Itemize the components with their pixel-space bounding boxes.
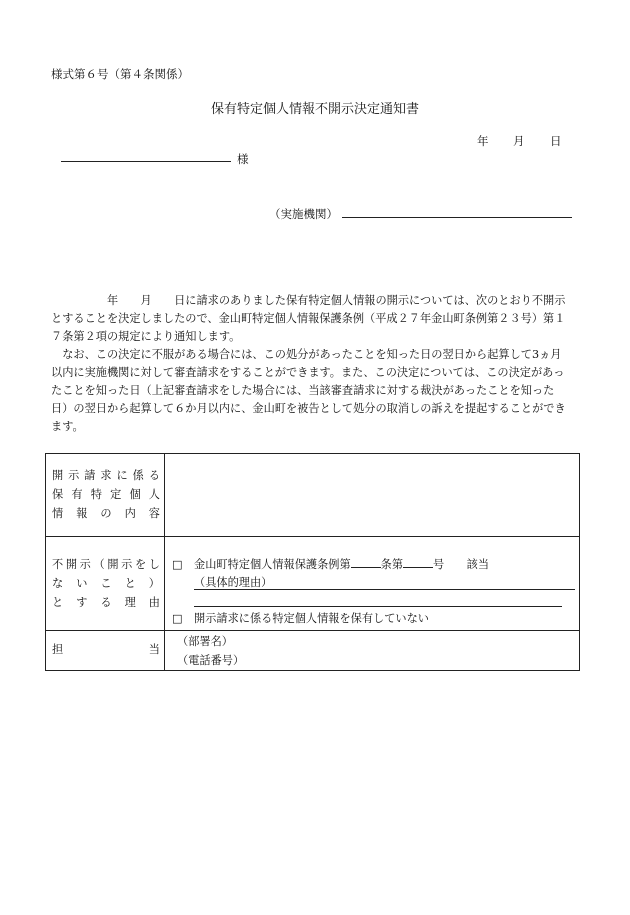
not-held-checkbox[interactable]: □ (172, 612, 183, 625)
addressee-honorific: 様 (237, 152, 249, 166)
label-line (52, 555, 160, 574)
label-char: 報 (76, 507, 88, 520)
label-char: 個 (129, 488, 141, 501)
requested-info-label (52, 466, 160, 523)
addressee-name-line (61, 161, 231, 162)
label-line (52, 640, 160, 659)
phone-label: （電話番号） (177, 654, 245, 667)
law-applies-text (194, 556, 489, 574)
label-char: 人 (148, 488, 160, 501)
department-label: （部署名） (177, 635, 233, 648)
decision-table (45, 453, 580, 671)
label-char: 保 (52, 488, 64, 501)
label-char: に (116, 469, 128, 482)
label-char: と (124, 577, 136, 590)
label-char: 内 (124, 507, 136, 520)
notice-paragraph-1: 年 月 日に請求のありました保有特定個人情報の開示については、次のとおり不開示とすることを決定しましたので、金山町特定個人情報保護条例（平成２７年金山町条例第２３号）第１７条第２項の規定により通知します。 (51, 294, 566, 343)
label-char: す (76, 596, 88, 609)
law-article-label: 条第 (380, 558, 404, 571)
notice-body (51, 292, 566, 436)
label-char: 示 (79, 558, 91, 571)
table-row-divider (46, 630, 579, 631)
label-char: な (52, 577, 64, 590)
label-char: 理 (124, 596, 136, 609)
label-char: 特 (90, 488, 102, 501)
specific-reason-line-1 (194, 589, 575, 590)
label-char: 請 (84, 469, 96, 482)
label-char: 容 (148, 507, 160, 520)
label-char: 示 (121, 558, 133, 571)
item-blank[interactable] (403, 556, 433, 568)
article-blank[interactable] (351, 556, 381, 568)
law-applies-label: 該当 (466, 558, 490, 571)
label-char: （ (93, 558, 105, 571)
specific-reason-label: （具体的理由） (194, 576, 273, 589)
specific-reason-line-2 (194, 606, 562, 607)
label-line (52, 574, 160, 593)
label-line (52, 466, 160, 485)
label-char: 定 (110, 488, 122, 501)
label-char: 開 (52, 469, 64, 482)
label-char: を (134, 558, 147, 571)
label-char: る (148, 469, 160, 482)
date-day-label: 日 (550, 134, 562, 148)
nondisclosure-reason-label (52, 555, 160, 612)
label-char: 由 (148, 596, 160, 609)
not-held-text: 開示請求に係る特定個人情報を保有していない (194, 612, 429, 625)
form-number: 様式第６号（第４条関係） (51, 67, 189, 81)
label-char: い (76, 577, 88, 590)
label-char: 担 (52, 643, 64, 656)
date-year-label: 年 (477, 134, 489, 148)
label-char: 不 (52, 558, 64, 571)
table-column-divider (164, 454, 165, 670)
label-char: 係 (132, 469, 144, 482)
label-line (52, 485, 160, 504)
label-char: と (52, 596, 64, 609)
law-applies-checkbox[interactable]: □ (172, 558, 183, 571)
notice-paragraph-2: なお、この決定に不服がある場合には、この処分があったことを知った日の翌日から起算して3ヵ月以内に実施機関に対して審査請求をすることができます。また、この決定については、この決定があったことを知った日（上記審査請求をした場合には、当該審査請求に対する裁決があったことを知った日）の翌日から起算して６か月以内に、金山町を被告として処分の取消しの訴えを提起することができます。 (51, 348, 566, 433)
label-char: 開 (65, 558, 78, 571)
label-char: 情 (52, 507, 64, 520)
label-char: る (100, 596, 112, 609)
label-char: 示 (68, 469, 80, 482)
label-char: こ (100, 577, 112, 590)
law-item-label: 号 (433, 558, 445, 571)
implementing-agency-line (342, 217, 572, 218)
implementing-agency-label: （実施機関） (269, 207, 338, 221)
law-prefix: 金山町特定個人情報保護条例第 (194, 558, 351, 571)
contact-person-label (52, 640, 160, 659)
label-line (52, 593, 160, 612)
label-char: 有 (71, 488, 83, 501)
date-month-label: 月 (513, 134, 525, 148)
label-char: し (148, 558, 160, 571)
label-char: 当 (148, 643, 160, 656)
label-char: ） (148, 577, 160, 590)
document-title: 保有特定個人情報不開示決定通知書 (210, 102, 419, 117)
label-char: の (100, 507, 112, 520)
label-char: 開 (107, 558, 119, 571)
label-char: 求 (100, 469, 112, 482)
table-row-divider (46, 536, 579, 537)
label-line (52, 504, 160, 523)
